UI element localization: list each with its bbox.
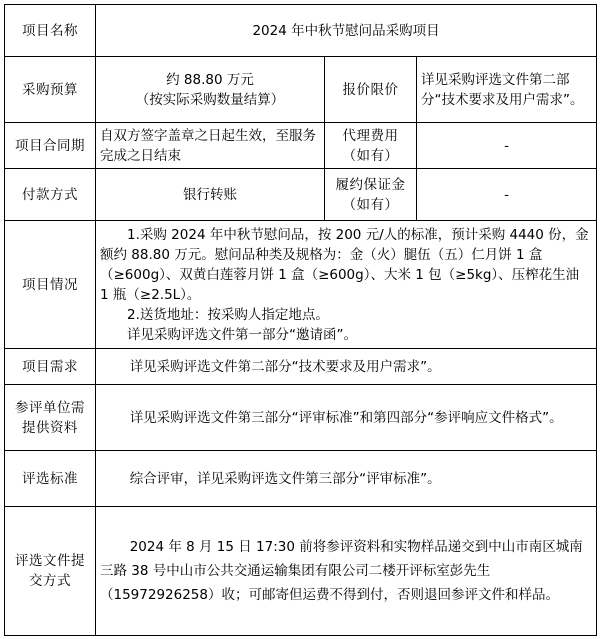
submission-label-line2: 交方式 (29, 573, 71, 589)
payment-value: 银行转账 (96, 169, 325, 221)
row-budget (5, 57, 597, 123)
row-situation (5, 221, 597, 349)
payment-label: 付款方式 (5, 169, 96, 221)
row-project-name (5, 5, 597, 57)
materials-label-line2: 提供资料 (22, 419, 78, 436)
project-name-label: 项目名称 (5, 5, 96, 57)
situation-item-3: 详见采购评选文件第一部分“邀请函”。 (127, 326, 357, 343)
deposit-label-main: 履约保证金 (335, 176, 406, 193)
standard-label: 评选标准 (5, 451, 96, 507)
budget-note: （按实际采购数量结算） (135, 91, 285, 108)
price-limit-value: 详见采购评选文件第二部分“技术要求及用户需求”。 (417, 57, 597, 123)
situation-value (96, 221, 597, 349)
contract-period-label: 项目合同期 (5, 123, 96, 169)
agency-fee-value: - (417, 123, 597, 169)
budget-label: 采购预算 (5, 57, 96, 123)
procurement-info-table (4, 4, 597, 636)
materials-value: 详见采购评选文件第三部分“评审标准”和第四部分“参评响应文件格式”。 (96, 385, 597, 451)
agency-fee-label-note: （如有） (342, 147, 399, 164)
demand-label: 项目需求 (5, 349, 96, 385)
materials-label-line1: 参评单位需 (15, 399, 85, 416)
demand-value: 详见采购评选文件第二部分“技术要求及用户需求”。 (96, 349, 597, 385)
materials-label (5, 385, 96, 451)
row-standard (5, 451, 597, 507)
budget-value (96, 57, 325, 123)
project-name-value: 2024 年中秋节慰问品采购项目 (96, 5, 597, 57)
submission-label (5, 507, 96, 636)
submission-label-line1: 评选文件提 (15, 553, 85, 569)
row-materials (5, 385, 597, 451)
deposit-value: - (417, 169, 597, 221)
contract-period-value: 自双方签字盖章之日起生效，至服务完成之日结束 (96, 123, 325, 169)
deposit-label (325, 169, 417, 221)
row-submission (5, 507, 597, 636)
situation-item-1: 1.采购 2024 年中秋节慰问品，按 200 元/人的标准，预计采购 4440 份，金额约 88.80 万元。慰问品种类及规格为：金（火）腿伍（五）仁月饼 1 盒（≥600g）、双黄白莲蓉月饼 1 盒（≥600g）、大米 1 包（≥5kg）、压榨花生油 1 瓶（≥2.5L）。 (100, 226, 589, 303)
standard-value: 综合评审，详见采购评选文件第三部分“评审标准”。 (96, 451, 597, 507)
row-demand (5, 349, 597, 385)
budget-amount: 约 88.80 万元 (166, 71, 254, 88)
deposit-label-note: （如有） (342, 196, 399, 213)
row-payment (5, 169, 597, 221)
row-contract-period (5, 123, 597, 169)
submission-value: 2024 年 8 月 15 日 17:30 前将参评资料和实物样品递交到中山市南区城南三路 38 号中山市公共交通运输集团有限公司二楼开评标室彭先生（15972926258）收；可邮寄但运费不得到付，否则退回参评文件和样品。 (96, 507, 597, 636)
situation-label: 项目情况 (5, 221, 96, 349)
situation-item-2: 2.送货地址：按采购人指定地点。 (127, 306, 329, 323)
price-limit-label: 报价限价 (325, 57, 417, 123)
agency-fee-label-main: 代理费用 (342, 127, 399, 144)
agency-fee-label (325, 123, 417, 169)
